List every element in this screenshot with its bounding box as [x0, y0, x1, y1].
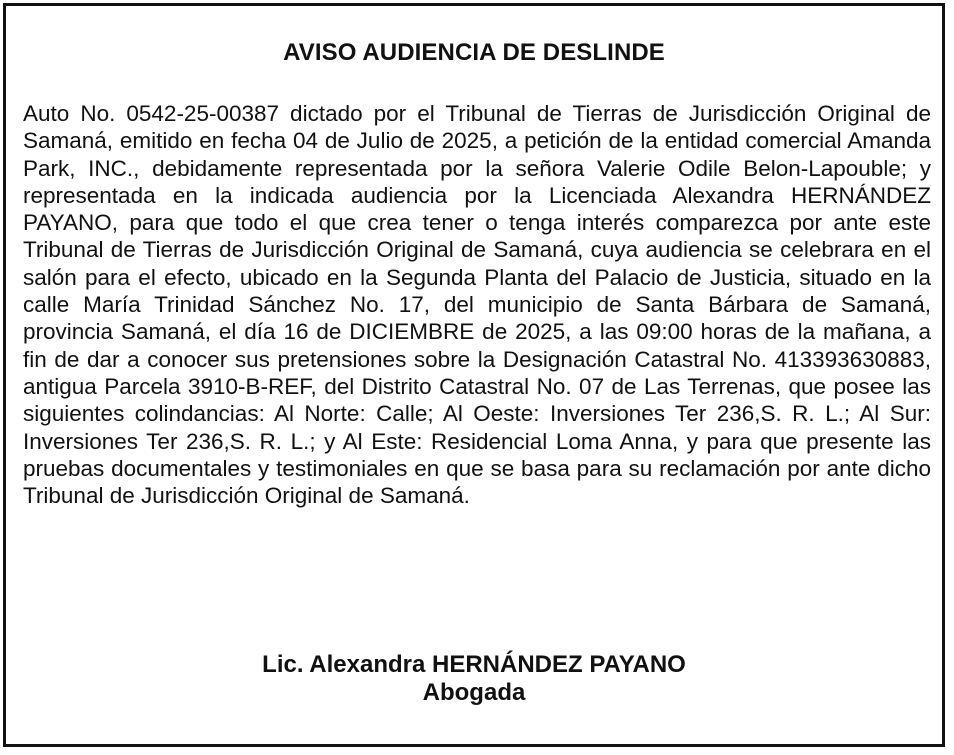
- signature-name: Lic. Alexandra HERNÁNDEZ PAYANO: [262, 651, 686, 678]
- notice-box: [3, 3, 945, 747]
- notice-title: AVISO AUDIENCIA DE DESLINDE: [283, 39, 665, 66]
- notice-body: Auto No. 0542-25-00387 dictado por el Tribunal de Tierras de Jurisdicción Original de Samaná, emitido en fecha 04 de Julio de 2025, a petición de la entidad comercial Amanda Park, INC., debidamente representada por la señora Valerie Odile Belon-Lapouble; y representada en la indicada audiencia por la Licenciada Alexandra HERNÁNDEZ PAYANO, para que todo el que crea tener o tenga interés comparezca por ante este Tribunal de Tierras de Jurisdicción Original de Samaná, cuya audiencia se celebrara en el salón para el efecto, ubicado en la Segunda Planta del Palacio de Justicia, situado en la calle María Trinidad Sánchez No. 17, del municipio de Santa Bárbara de Samaná, provincia Samaná, el día 16 de DICIEMBRE de 2025, a las 09:00 horas de la mañana, a fin de dar a conocer sus pretensiones sobre la Designación Catastral No. 413393630883, antigua Parcela 3910-B-REF, del Distrito Catastral No. 07 de Las Terrenas, que posee las siguientes colindancias: Al Norte: Calle; Al Oeste: Inversiones Ter 236,S. R. L.; Al Sur: Inversiones Ter 236,S. R. L.; y Al Este: Residencial Loma Anna, y para que presente las pruebas documentales y testimoniales en que se basa para su reclamación por ante dicho Tribunal de Jurisdicción Original de Samaná.: [23, 101, 931, 509]
- signature-role: Abogada: [422, 679, 526, 706]
- signature-block: [6, 651, 942, 707]
